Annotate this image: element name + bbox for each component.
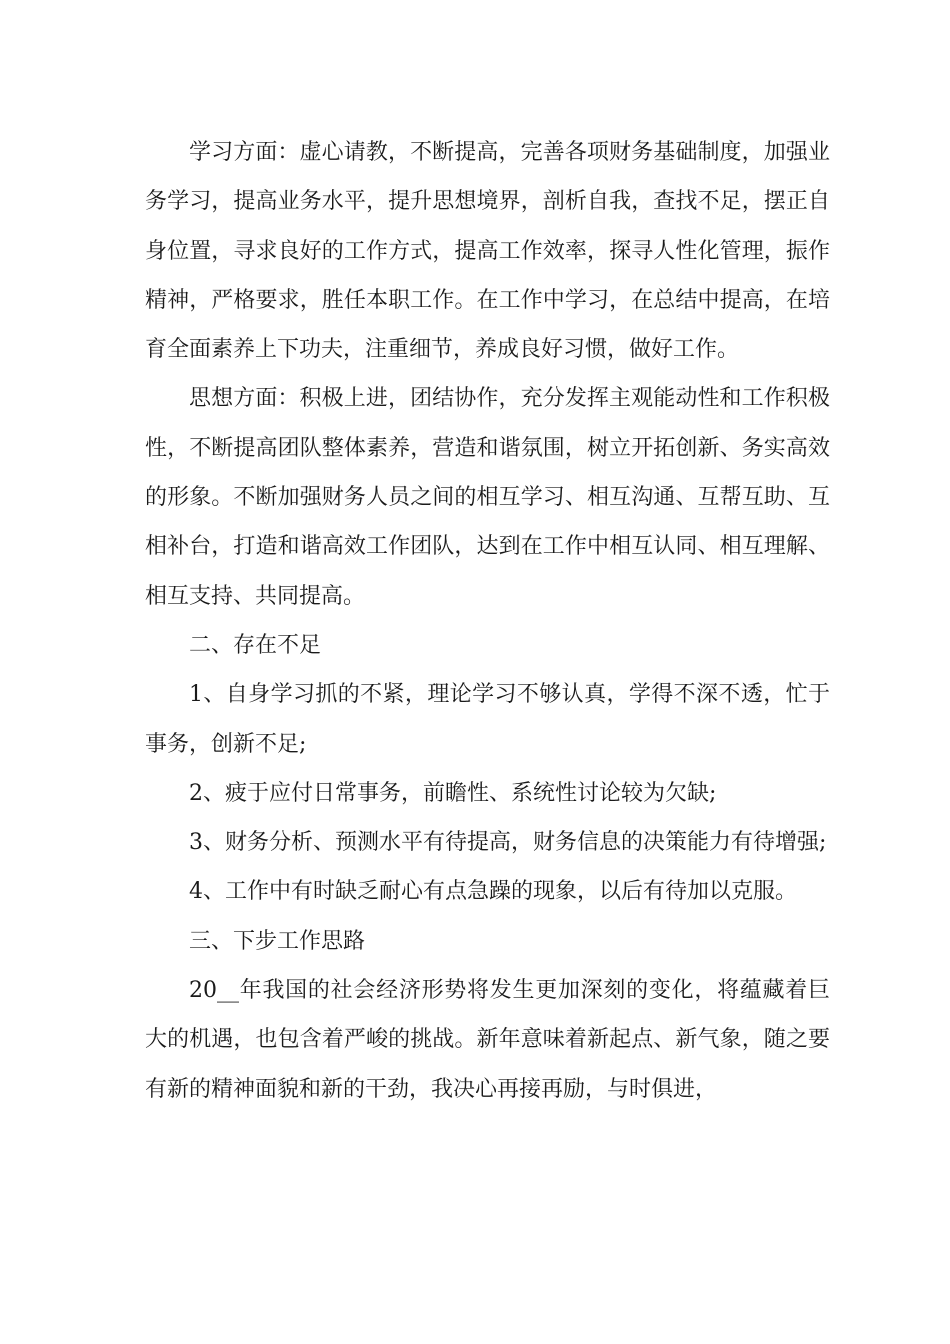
section-heading-shortcomings: 二、存在不足	[189, 632, 322, 658]
list-item-shortcoming-3: 3、财务分析、预测水平有待提高，财务信息的决策能力有待增强;	[189, 830, 827, 856]
document-page	[145, 128, 830, 1114]
list-item-shortcoming-1: 1、自身学习抓的不紧，理论学习不够认真，学得不深不透，忙于事务，创新不足;	[145, 682, 830, 757]
list-item-shortcoming-4: 4、工作中有时缺乏耐心有点急躁的现象，以后有待加以克服。	[189, 879, 797, 905]
paragraph-next-year: 20__年我国的社会经济形势将发生更加深刻的变化，将蕴藏着巨大的机遇，也包含着严峻的挑战。新年意味着新起点、新气象，随之要有新的精神面貌和新的干劲，我决心再接再励，与时俱进，	[145, 978, 830, 1102]
list-item-shortcoming-2: 2、疲于应付日常事务，前瞻性、系统性讨论较为欠缺;	[189, 780, 717, 806]
paragraph-thinking: 思想方面：积极上进，团结协作，充分发挥主观能动性和工作积极性，不断提高团队整体素养，营造和谐氛围，树立开拓创新、务实高效的形象。不断加强财务人员之间的相互学习、相互沟通、互帮互助、互相补台，打造和谐高效工作团队，达到在工作中相互认同、相互理解、相互支持、共同提高。	[145, 386, 830, 609]
paragraph-study: 学习方面：虚心请教，不断提高，完善各项财务基础制度，加强业务学习，提高业务水平，提升思想境界，剖析自我，查找不足，摆正自身位置，寻求良好的工作方式，提高工作效率，探寻人性化管理，振作精神，严格要求，胜任本职工作。在工作中学习，在总结中提高，在培育全面素养上下功夫，注重细节，养成良好习惯，做好工作。	[145, 140, 830, 363]
section-heading-next-steps: 三、下步工作思路	[189, 928, 366, 954]
